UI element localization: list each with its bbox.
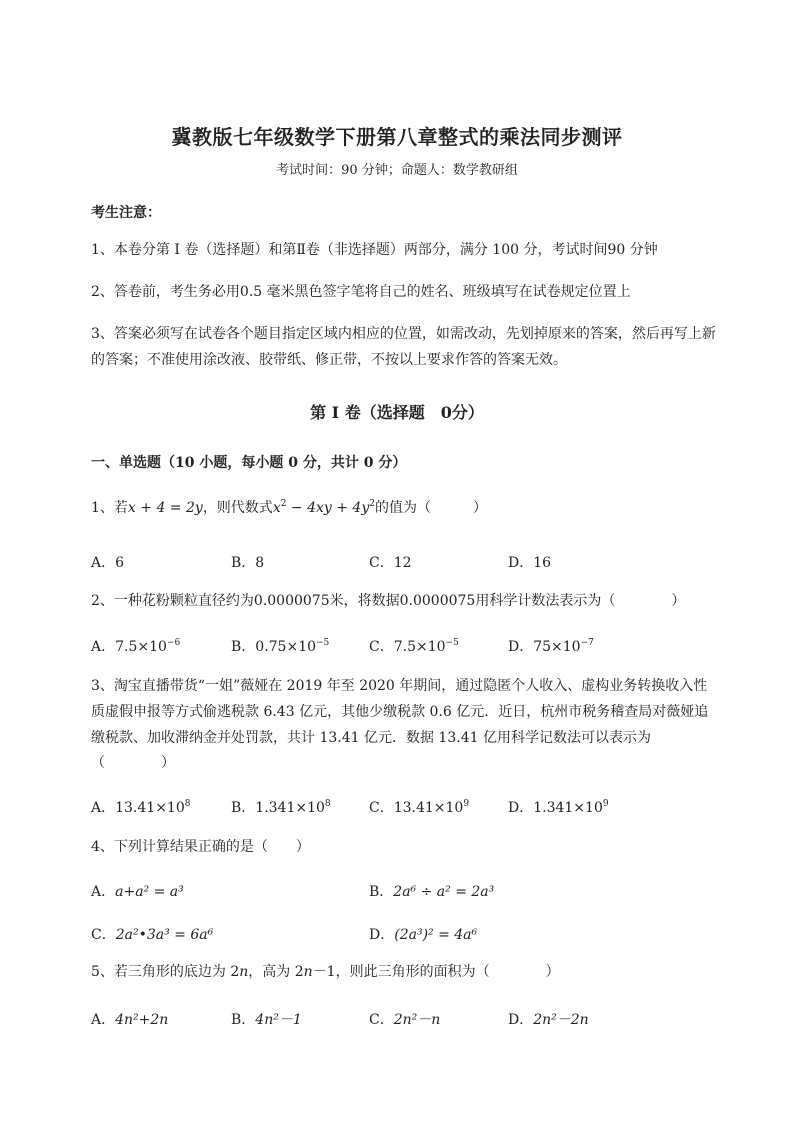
q1-option-c[interactable]: C．12 [369,555,412,571]
q4-option-d[interactable] [369,924,477,944]
q4-option-b[interactable] [369,881,494,901]
q1-expr-b: − 4xy + 4y [286,500,370,516]
q3-option-a[interactable] [91,797,190,817]
q5-option-b-expr: 4n²－1 [255,1012,302,1028]
q1-option-b[interactable]: B．8 [231,555,265,571]
q2-option-d-exp: −7 [580,638,594,648]
question-3-line-1: 3、淘宝直播带货“一姐”薇娅在 2019 年至 2020 年期间，通过隐匿个人收入、虚构业务转换收入性 [91,678,708,694]
exam-info: 考试时间：90 分钟；命题人：数学教研组 [276,163,518,178]
notice-item-2: 2、答卷前，考生务必用0.5 毫米黑色签字笔将自己的姓名、班级填写在试卷规定位置上 [91,284,631,300]
q4-option-a-expr: a+a² = a³ [115,884,184,900]
q4-option-c[interactable] [91,924,213,944]
question-1 [91,495,487,521]
q5-mid: ，高为 2 [248,964,304,980]
q5-option-b[interactable] [231,1009,302,1029]
page-title: 冀教版七年级数学下册第八章整式的乘法同步测评 [171,125,623,149]
q5-option-c-label: C． [369,1012,394,1028]
q4-option-c-expr: 2a²•3a³ = 6a⁶ [115,927,214,943]
q5-var-2: n [303,964,313,980]
notice-item-1: 1、本卷分第 I 卷（选择题）和第Ⅱ卷（非选择题）两部分，满分 100 分，考试时间90 分钟 [91,242,658,258]
q3-option-b[interactable] [231,797,331,817]
question-2: 2、一种花粉颗粒直径约为0.0000075米，将数据0.0000075用科学计数法表示为（ ） [91,593,686,609]
question-3-line-4: （ ） [91,755,175,771]
notice-heading: 考生注意： [91,205,161,221]
q4-option-a-label: A． [91,884,116,900]
q2-option-c-exp: −5 [445,638,459,648]
q2-option-a[interactable] [91,636,180,656]
q5-option-d-label: D． [508,1012,534,1028]
q3-option-d-exp: 9 [602,799,609,809]
question-3-line-2: 质虚假申报等方式偷逃税款 6.43 亿元，其他少缴税款 0.6 亿元．近日，杭州市税务稽查局对薇娅追 [91,704,709,720]
q5-option-a[interactable] [91,1009,168,1029]
q5-suffix: －1，则此三角形的面积为（ ） [312,964,560,980]
q3-option-a-base: A．13.41×10 [91,800,185,816]
q1-prefix: 1、若 [91,500,128,516]
q5-option-c-expr: 2n²－n [393,1012,441,1028]
q1-expr-sup-b: 2 [369,499,375,509]
section-title: 第 I 卷（选择题 0分） [310,403,484,422]
q1-expr-a: x [272,500,281,516]
q5-prefix: 5、若三角形的底边为 2 [91,964,240,980]
q3-option-c-base: C．13.41×10 [369,800,464,816]
q3-option-d-base: D．1.341×10 [508,800,603,816]
question-4: 4、下列计算结果正确的是（ ） [91,839,310,855]
q4-option-b-label: B． [369,884,394,900]
q5-option-a-label: A． [91,1012,116,1028]
q2-option-a-exp: −6 [166,638,181,648]
q3-option-a-exp: 8 [184,799,191,809]
q3-option-d[interactable] [508,797,609,817]
q1-condition: x + 4 = 2y [127,500,203,516]
q3-option-b-exp: 8 [324,799,331,809]
q1-option-d[interactable]: D．16 [508,555,552,571]
q2-option-d-base: D．75×10 [508,639,581,655]
q2-option-d[interactable] [508,636,594,656]
q4-option-a[interactable] [91,881,184,901]
q4-option-b-expr: 2a⁶ ÷ a² = 2a³ [393,884,495,900]
q2-option-b-base: B．0.75×10 [231,639,317,655]
q5-option-a-expr: 4n²+2n [115,1012,169,1028]
q2-option-c[interactable] [369,636,459,656]
q3-option-c[interactable] [369,797,469,817]
q5-option-c[interactable] [369,1009,440,1029]
q1-suffix: 的值为（ ） [374,500,487,516]
q5-option-b-label: B． [231,1012,256,1028]
q2-option-c-base: C．7.5×10 [369,639,446,655]
q5-var-1: n [239,964,249,980]
question-3-line-3: 缴税款、加收滞纳金并处罚款，共计 13.41 亿元．数据 13.41 亿用科学记数法可以表示为 [91,730,651,746]
notice-item-3: 3、答案必须写在试卷各个题目指定区域内相应的位置，如需改动，先划掉原来的答案，然后再写上新 [91,326,716,342]
q4-option-d-label: D． [369,927,395,943]
q3-option-c-exp: 9 [463,799,470,809]
q1-mid: ，则代数式 [202,500,273,516]
q5-option-d[interactable] [508,1009,589,1029]
q4-option-d-expr: (2a³)² = 4a⁶ [394,927,478,943]
q5-option-d-expr: 2n²－2n [533,1012,589,1028]
q2-option-b-exp: −5 [316,638,330,648]
group-heading: 一、单选题（10 小题，每小题 0 分，共计 0 分） [91,455,407,471]
q2-option-a-base: A．7.5×10 [91,639,167,655]
q3-option-b-base: B．1.341×10 [231,800,325,816]
q4-option-c-label: C． [91,927,116,943]
q1-expr-sup-a: 2 [280,499,287,509]
q2-option-b[interactable] [231,636,329,656]
q1-option-a[interactable]: A．6 [91,555,125,571]
question-5 [91,959,560,985]
notice-item-3-cont: 的答案；不准使用涂改液、胶带纸、修正带，不按以上要求作答的答案无效。 [91,352,567,368]
